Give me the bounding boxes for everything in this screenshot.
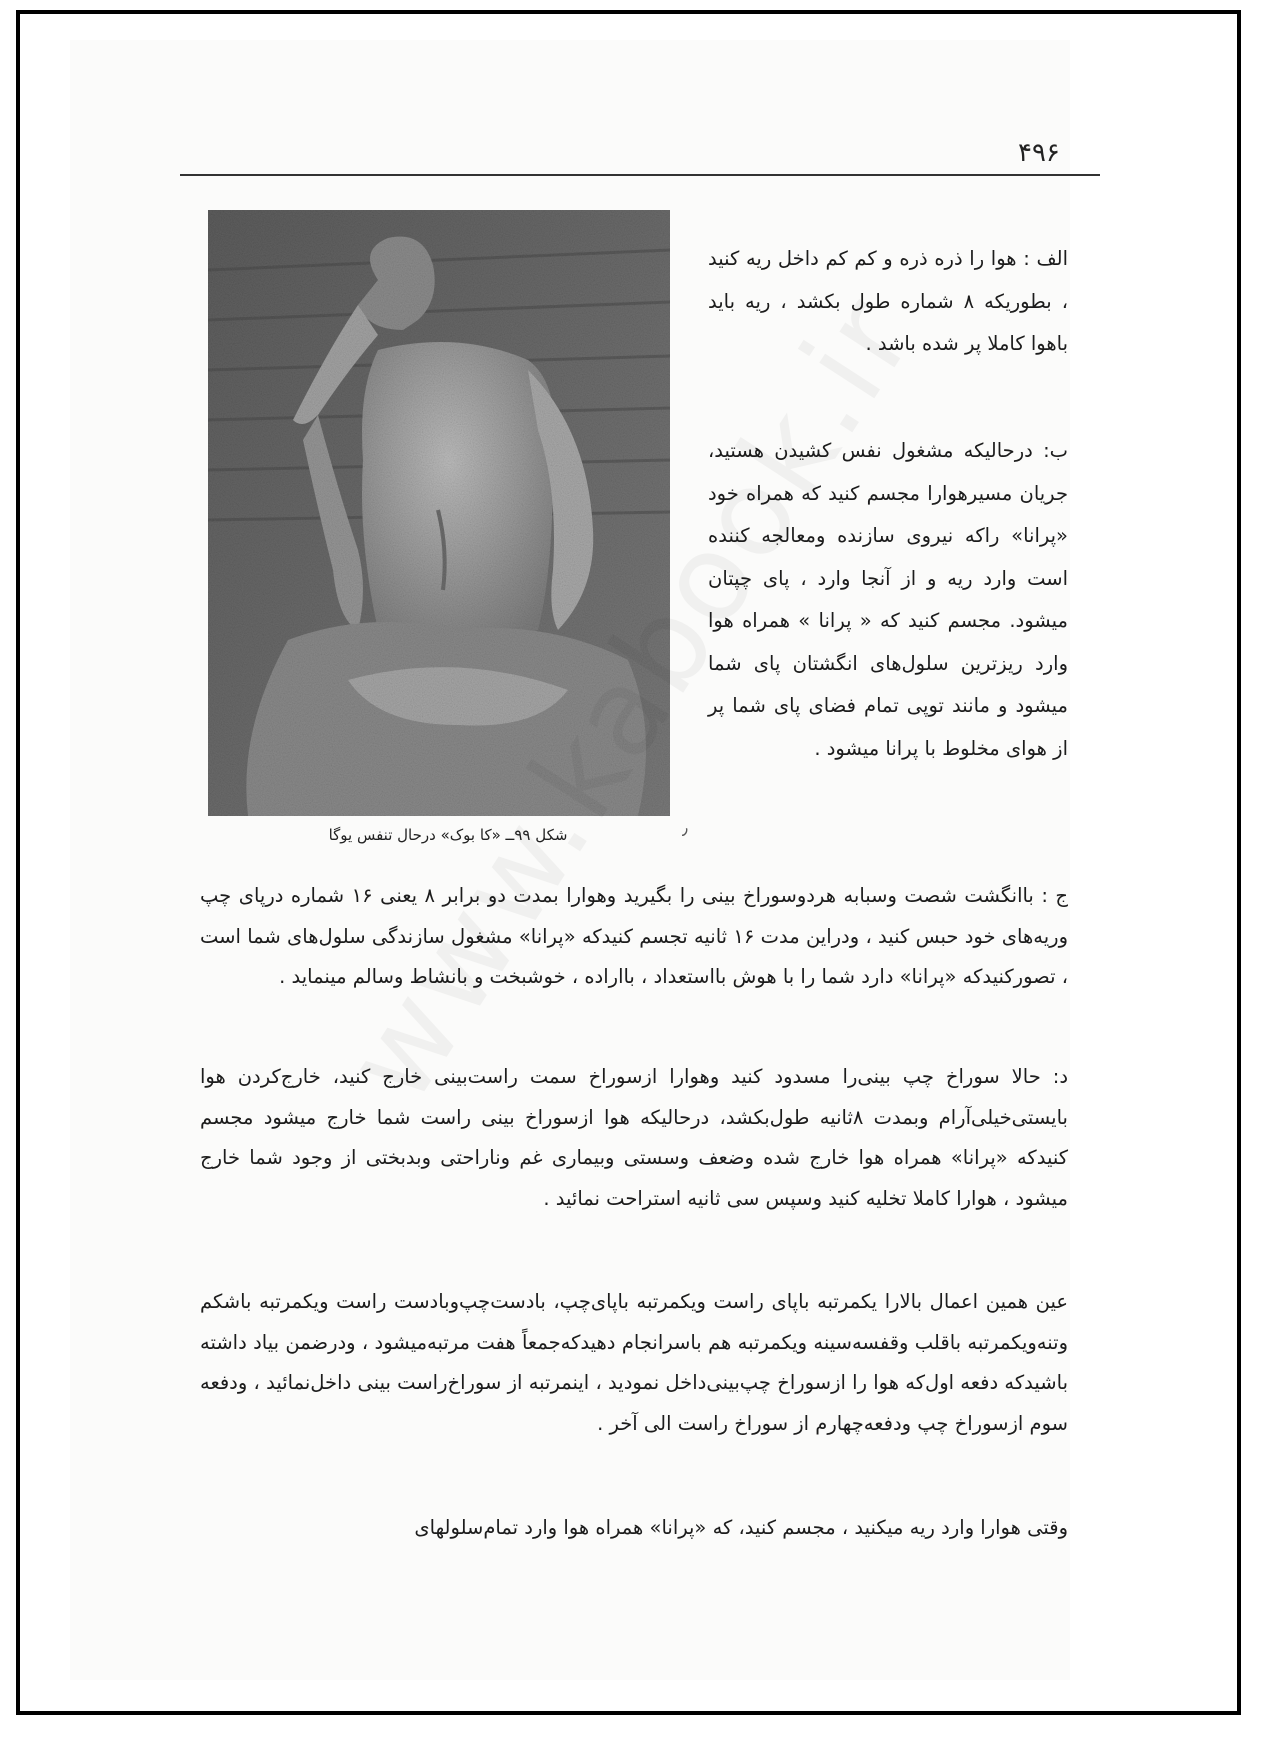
paragraph-ein: عین همین اعمال بالارا یکمرتبه باپای راست ویکمرتبه باپای‌چپ، بادست‌چپ‌وبادست راست ویکمرتبه باشکم وتنه‌ویکمرتبه باقلب وقفسه‌سینه ویکمرتبه هم باسرانجام دهیدکه‌جمعاً هفت مرتبه‌میشود ، ودرضمن بیاد داشته باشیدکه دفعه اول‌که هوا را ازسوراخ چپ‌بینی‌داخل نمودید ، اینمرتبه از سوراخ‌راست بینی داخل‌نمائید ، ودفعه سوم ازسوراخ چپ ودفعه‌چهارم از سوراخ راست الی آخر . <box>200 1290 1068 1435</box>
paragraph-jim: ج : باانگشت شصت وسبابه هردوسوراخ بینی را بگیرید وهوارا بمدت دو برابر ۸ یعنی ۱۶ شماره درپای چپ وریه‌های خود حبس کنید ، ودراین مدت ۱۶ ثانیه تجسم کنیدکه «پرانا» مشغول سازندگی سلول‌های شما است ، تصورکنیدکه «پرانا» دارد شما را با هوش بااستعداد ، بااراده ، خوشبخت و بانشاط وسالم مینماید . <box>200 884 1068 988</box>
paragraph-dal: د: حالا سوراخ چپ بینی‌را مسدود کنید وهوارا ازسوراخ سمت راست‌بینی خارج کنید، خارج‌کردن هوا بایستی‌خیلی‌آرام وبمدت ۸ثانیه طول‌بکشد، درحالیکه هوا ازسوراخ بینی راست شما خارج میشود مجسم کنیدکه «پرانا» همراه هوا خارج شده وضعف وسستی وبیماری غم وناراحتی وبدبختی از وجود شما خارج میشود ، هوارا کاملا تخلیه کنید وسپس سی ثانیه استراحت نمائید . <box>200 1065 1068 1210</box>
paragraph-alef: الف : هوا را ذره ذره و کم کم داخل ریه کنید ، بطوریکه ۸ شماره طول بکشد ، ریه باید باهوا کاملا پر شده باشد . <box>708 247 1068 355</box>
paragraph-last: وقتی هوارا وارد ریه میکنید ، مجسم کنید، که «پرانا» همراه هوا وارد تمام‌سلولهای <box>414 1516 1068 1539</box>
header-rule <box>180 174 1100 176</box>
page-number: ۴۹۶ <box>1018 138 1060 168</box>
scan-mark: ٫ <box>682 818 688 839</box>
paragraph-be: ب: درحالیکه مشغول نفس کشیدن هستید، جریان مسیرهوارا مجسم کنید که همراه خود «پرانا» راکه نیروی سازنده ومعالجه کننده است وارد ریه و از آنجا وارد ، پای چپتان میشود. مجسم کنید که « پرانا » همراه هوا وارد ریزترین سلول‌های انگشتان پای شما میشود و مانند توپی تمام فضای پای شما پر از هوای مخلوط با پرانا میشود . <box>708 439 1068 760</box>
figure-caption: شکل ۹۹ــ «کا بوک» درحال تنفس یوگا <box>328 826 568 844</box>
